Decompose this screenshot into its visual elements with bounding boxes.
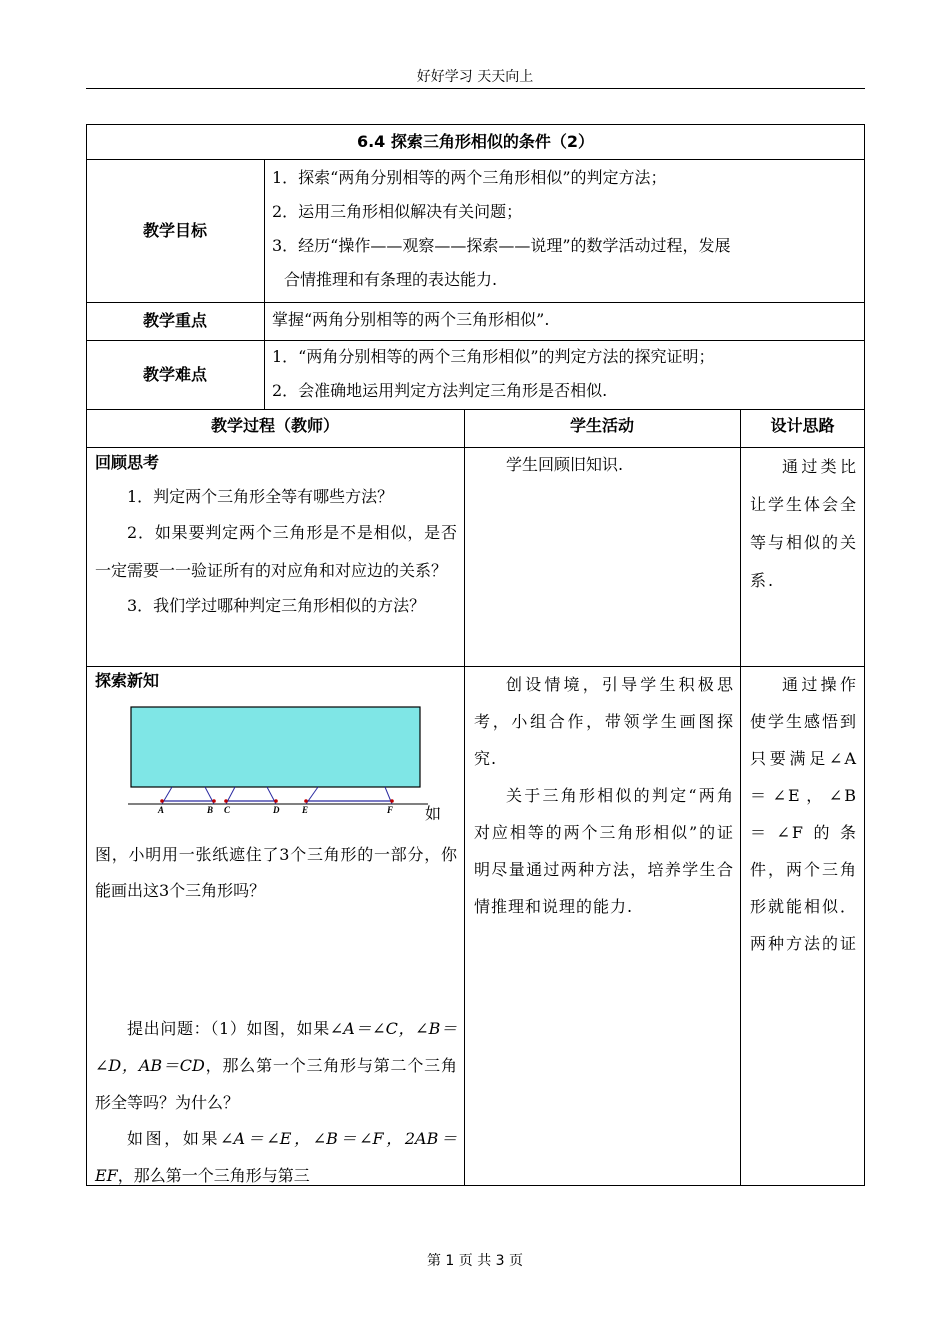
objective-item: 3．经历“操作——观察——探索——说理”的数学活动过程，发展 [272, 236, 731, 255]
key-points-label: 教学重点 [142, 311, 207, 330]
column-header-design: 设计思路 [770, 416, 835, 435]
point-e [304, 799, 308, 803]
point-a [160, 799, 164, 803]
explore-teacher-cell [95, 668, 457, 694]
objectives-label: 教学目标 [142, 221, 207, 240]
question-2-condition: ∠A＝∠E，∠B＝∠F，2AB＝EF [95, 1129, 457, 1185]
page-footer: 第 1 页 共 3 页 [426, 1253, 524, 1269]
label-e: E [302, 805, 309, 815]
question-1-intro: 提出问题：（1）如图，如果 [127, 1019, 330, 1038]
figure-caption-start: 如 [425, 804, 442, 823]
point-c [224, 799, 228, 803]
review-question-1: 1．判定两个三角形全等有哪些方法？ [127, 487, 394, 506]
difficulties-label: 教学难点 [142, 365, 207, 384]
explore-title: 探索新知 [95, 671, 160, 690]
point-f [390, 799, 394, 803]
header-divider [86, 88, 865, 89]
question-1 [95, 1010, 457, 1121]
student-activity-p1: 创设情境，引导学生积极思考，小组合作，带领学生画图探究. [474, 675, 734, 768]
col-divider [740, 409, 741, 1186]
label-a: A [158, 805, 165, 815]
figure-description: 图，小明用一张纸遮住了3个三角形的一部分，你能画出这3个三角形吗？ [95, 845, 457, 900]
review-question-3: 3．我们学过哪种判定三角形相似的方法？ [127, 596, 426, 615]
difficulty-item: 2．会准确地运用判定方法判定三角形是否相似. [272, 381, 608, 400]
lesson-title: 6.4 探索三角形相似的条件（2） [356, 132, 595, 151]
question-2 [95, 1120, 457, 1194]
covered-triangles-figure [128, 704, 428, 824]
column-header-teacher: 教学过程（教师） [210, 416, 339, 435]
objective-item: 合情推理和有条理的表达能力. [284, 270, 498, 289]
col-divider [264, 159, 265, 409]
difficulty-item: 1．“两角分别相等的两个三角形相似”的判定方法的探究证明； [272, 347, 715, 366]
question-1-condition: ∠A＝∠C，∠B＝∠D，AB＝CD [95, 1019, 457, 1075]
page-header: 好好学习 天天向上 [416, 69, 534, 85]
review-question-2: 2．如果要判定两个三角形是不是相似，是否一定需要一一验证所有的对应角和对应边的关系？ [95, 523, 457, 580]
difficulties-content [272, 340, 858, 408]
review-title: 回顾思考 [95, 453, 160, 472]
column-header-student: 学生活动 [569, 416, 634, 435]
label-c: C [224, 805, 231, 815]
objective-item: 2．运用三角形相似解决有关问题； [272, 202, 523, 221]
point-d [274, 799, 278, 803]
objective-item: 1．探索“两角分别相等的两个三角形相似”的判定方法； [272, 168, 667, 187]
question-2-intro: 如图，如果 [127, 1129, 221, 1148]
col-divider [464, 409, 465, 1186]
label-f: F [387, 805, 394, 815]
question-2-end: ，那么第一个三角形与第三 [117, 1166, 310, 1185]
point-b [212, 799, 216, 803]
review-teacher-cell [95, 450, 457, 620]
student-activity-p2: 关于三角形相似的判定“两角对应相等的两个三角形相似”的证明尽量通过两种方法，培养学生合情推理和说理的能力. [474, 786, 734, 916]
covering-paper [131, 707, 420, 787]
key-points-text: 掌握“两角分别相等的两个三角形相似”. [272, 310, 550, 329]
objectives-content [272, 159, 858, 297]
review-student-activity: 学生回顾旧知识. [506, 455, 624, 474]
review-design-idea: 通过类比让学生体会全等与相似的关系. [750, 457, 859, 590]
label-d: D [273, 805, 280, 815]
question-1-end: ，那么第一个三角形与第二个三角形全等吗？为什么？ [95, 1056, 457, 1112]
explore-student-activity [474, 666, 734, 925]
label-b: B [207, 805, 214, 815]
explore-design-idea: 通过操作使学生感悟到只要满足∠A＝∠E，∠B＝∠F的条件，两个三角形就能相似．两种方法的证 [750, 675, 859, 953]
